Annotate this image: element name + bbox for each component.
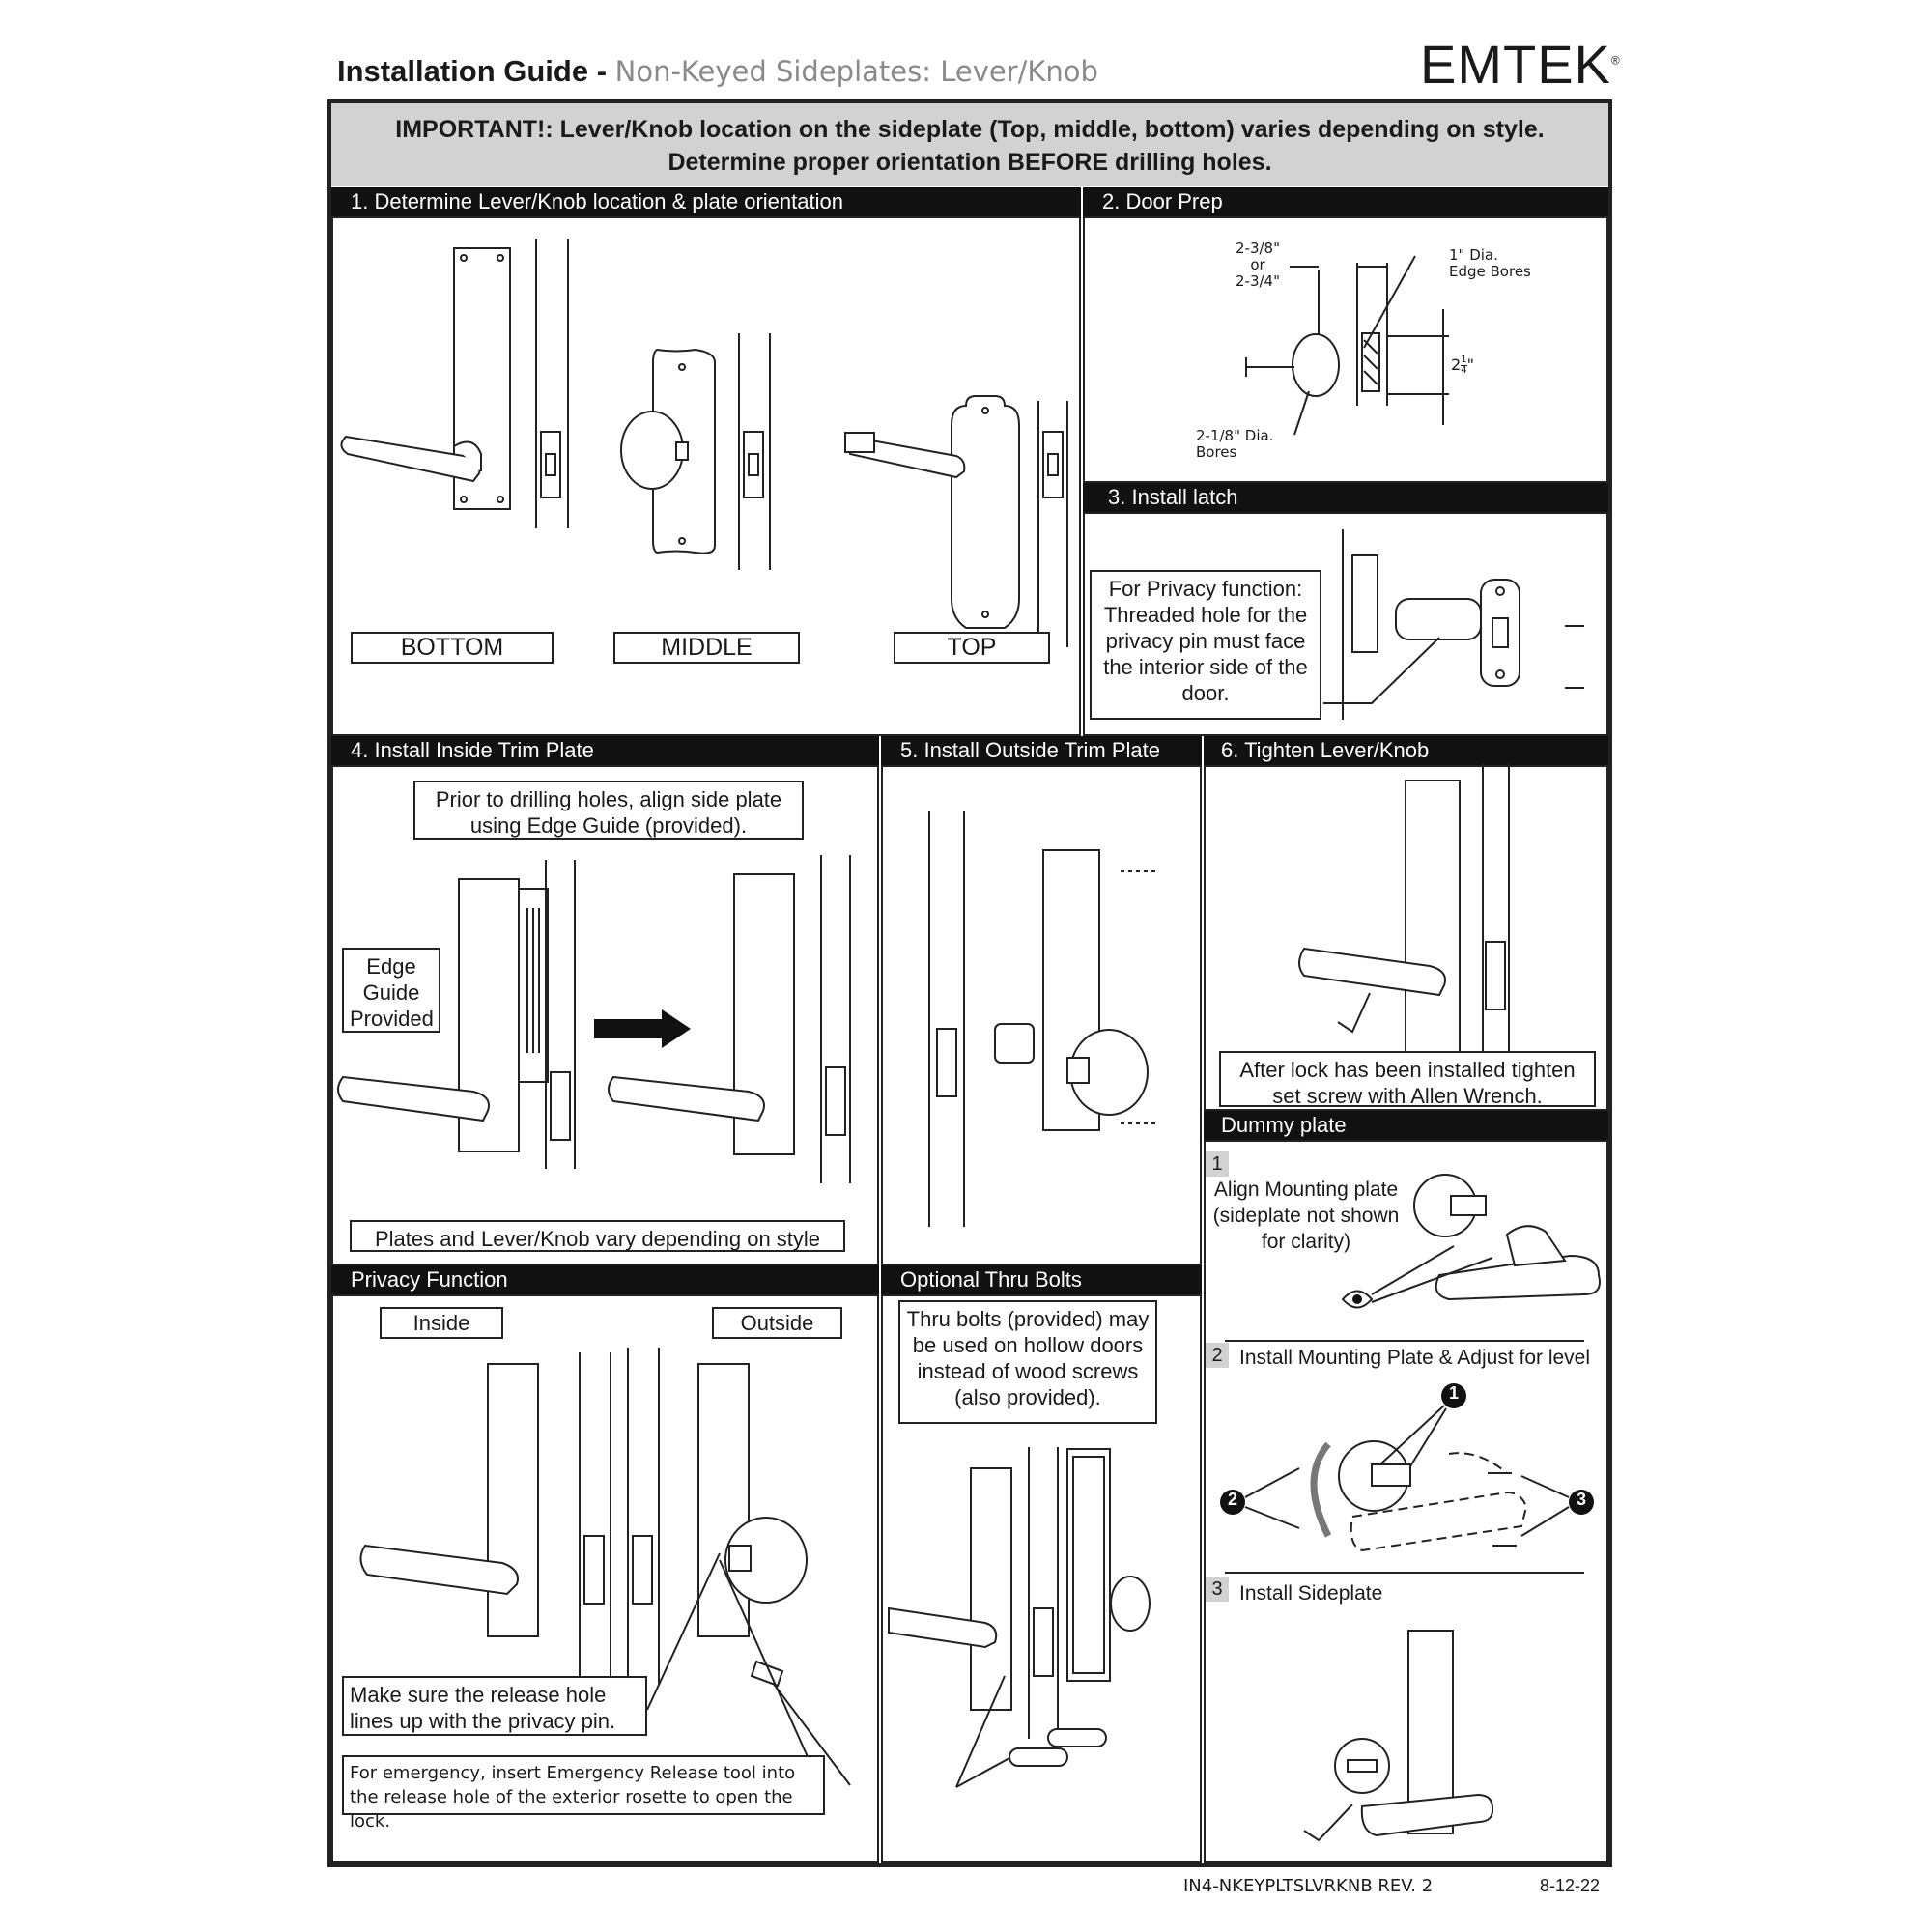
- edge-bore-a: 1" Dia.: [1449, 246, 1498, 264]
- tighten-illustration: [1299, 763, 1509, 1072]
- height-unit: ": [1466, 355, 1474, 374]
- backset-a: 2-3/8": [1236, 240, 1280, 257]
- section-3-bar: 3. Install latch: [1083, 483, 1608, 512]
- label-outside: Outside: [712, 1307, 842, 1339]
- dummy-step-1-text: Align Mounting plate (sideplate not shown for clarity): [1212, 1179, 1400, 1253]
- dummy-step-2-text: Install Mounting Plate & Adjust for level: [1239, 1347, 1591, 1369]
- bottom-orientation-illustration: [341, 239, 568, 528]
- backset-or: or: [1250, 256, 1265, 273]
- emergency-release-note: For emergency, insert Emergency Release tool into the release hole of the exterior rosette to open the lock.: [342, 1755, 825, 1815]
- banner-line-1: IMPORTANT!: Lever/Knob location on the sideplate (Top, middle, bottom) varies depending on style.: [395, 116, 1545, 143]
- backset-b: 2-3/4": [1236, 272, 1280, 290]
- latch-illustration: [1323, 529, 1584, 720]
- bore-a: 2-1/8" Dia.: [1196, 427, 1274, 444]
- thru-bolts-bar: Optional Thru Bolts: [881, 1265, 1202, 1294]
- tighten-instruction: After lock has been installed tighten set screw with Allen Wrench.: [1219, 1051, 1596, 1107]
- section-1-bar: 1. Determine Lever/Knob location & plate orientation: [331, 187, 1081, 216]
- latch-privacy-note: For Privacy function: Threaded hole for the privacy pin must face the interior side of the door.: [1090, 570, 1321, 720]
- dummy-step-2-number: 2: [1206, 1343, 1229, 1368]
- section-4-bar: 4. Install Inside Trim Plate: [331, 736, 879, 765]
- backset-dimension: [1229, 241, 1287, 290]
- label-bottom: BOTTOM: [351, 632, 554, 664]
- label-top: TOP: [894, 632, 1050, 664]
- dummy-step-3-illustration: [1304, 1631, 1492, 1840]
- outside-trim-illustration: [929, 811, 1159, 1227]
- label-middle: MIDDLE: [613, 632, 800, 664]
- callout-3: 3: [1576, 1490, 1586, 1509]
- section-5-bar: 5. Install Outside Trim Plate: [881, 736, 1202, 765]
- document-date: 8-12-22: [1540, 1876, 1601, 1895]
- document-code: IN4-NKEYPLTSLVRKNB REV. 2: [1183, 1876, 1434, 1896]
- edge-bore-b: Edge Bores: [1449, 263, 1531, 280]
- privacy-bar: Privacy Function: [331, 1265, 879, 1294]
- section-6-bar: 6. Tighten Lever/Knob: [1204, 736, 1608, 765]
- label-inside: Inside: [380, 1307, 503, 1339]
- dummy-step-1-number: 1: [1206, 1151, 1229, 1177]
- callout-1: 1: [1448, 1383, 1459, 1403]
- release-hole-note: Make sure the release hole lines up with the privacy pin.: [342, 1676, 647, 1736]
- dummy-step-2-illustration: [1220, 1383, 1594, 1573]
- dummy-step-3-text: Install Sideplate: [1239, 1582, 1383, 1605]
- title-subtitle: Non-Keyed Sideplates: Lever/Knob: [614, 55, 1098, 88]
- height-den: 4: [1461, 365, 1467, 376]
- thru-bolts-illustration: [889, 1447, 1150, 1787]
- thru-bolts-note: Thru bolts (provided) may be used on hollow doors instead of wood screws (also provided).: [898, 1300, 1157, 1424]
- section-2-bar: 2. Door Prep: [1083, 187, 1608, 216]
- edge-bore-dimension: [1449, 247, 1531, 280]
- dummy-step-3-number: 3: [1206, 1577, 1229, 1602]
- banner-line-2: Determine proper orientation BEFORE drilling holes.: [668, 149, 1272, 176]
- middle-orientation-illustration: [621, 333, 770, 570]
- top-orientation-illustration: [845, 396, 1067, 647]
- edge-guide-instruction: Prior to drilling holes, align side plate using Edge Guide (provided).: [413, 781, 804, 840]
- bore-dimension: [1196, 428, 1273, 461]
- height-dimension: [1451, 355, 1474, 376]
- height-whole: 2: [1451, 355, 1462, 374]
- bore-b: Bores: [1196, 443, 1237, 461]
- height-num: 1: [1461, 355, 1467, 365]
- dummy-plate-bar: Dummy plate: [1204, 1111, 1608, 1140]
- edge-guide-label: Edge Guide Provided: [342, 948, 440, 1033]
- plates-vary-note: Plates and Lever/Knob vary depending on style: [350, 1220, 845, 1252]
- registered-mark-icon: ®: [1610, 53, 1621, 68]
- brand-name: EMTEK: [1420, 34, 1611, 95]
- callout-2: 2: [1227, 1490, 1237, 1509]
- title-bold: Installation Guide -: [337, 54, 608, 88]
